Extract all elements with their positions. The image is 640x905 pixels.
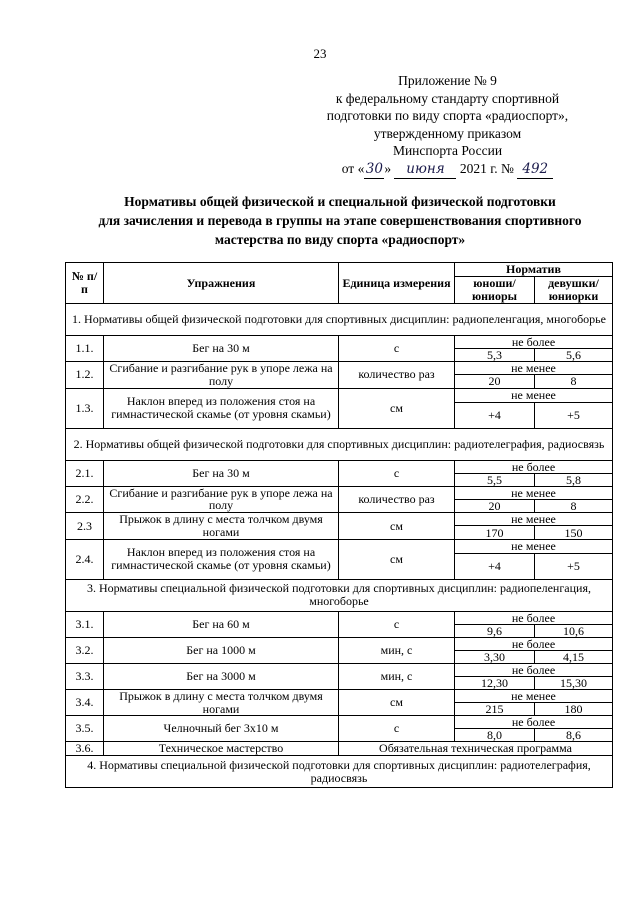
row-boys: 12,30 <box>455 676 535 689</box>
row-girls: 8 <box>535 375 613 388</box>
table-body <box>66 304 613 788</box>
appendix-line-2: подготовки по виду спорта «радиоспорт», <box>326 108 569 123</box>
table-header <box>66 263 613 304</box>
row-boys: 20 <box>455 499 535 512</box>
row-qualifier: не менее <box>455 362 613 375</box>
row-girls: 15,30 <box>535 676 613 689</box>
row-num: 2.4. <box>66 539 104 579</box>
row-boys: 5,5 <box>455 473 535 486</box>
row-girls: +5 <box>535 402 613 428</box>
header-exercise: Упражнения <box>104 263 339 304</box>
row-unit: количество раз <box>339 362 455 389</box>
row-exercise: Сгибание и разгибание рук в упоре лежа на полу <box>104 362 339 389</box>
row-girls: 10,6 <box>535 624 613 637</box>
appendix-block <box>300 72 595 179</box>
row-num: 3.4. <box>66 689 104 716</box>
page-number: 23 <box>313 46 327 61</box>
row-girls: 8 <box>535 499 613 512</box>
document-title <box>40 192 640 249</box>
row-exercise: Бег на 30 м <box>104 460 339 486</box>
header-girls: девушки/ юниорки <box>535 277 613 304</box>
section-title: 4. Нормативы специальной физической подготовки для спортивных дисциплин: радиотелеграфия, радиосвязь <box>66 756 613 788</box>
row-qualifier: не более <box>455 336 613 349</box>
header-boys: юноши/ юниоры <box>455 277 535 304</box>
header-unit: Единица измерения <box>339 263 455 304</box>
row-num: 3.1. <box>66 611 104 637</box>
row-num: 1.2. <box>66 362 104 389</box>
row-unit: см <box>339 689 455 716</box>
title-line-1: Нормативы общей физической и специальной физической подготовки <box>124 194 556 209</box>
title-line-2: для зачисления и перевода в группы на этапе совершенствования спортивного <box>98 213 582 228</box>
section-title: 1. Нормативы общей физической подготовки для спортивных дисциплин: радиопеленгация, многоборье <box>66 304 613 336</box>
date-mid: » <box>384 160 392 176</box>
row-unit: с <box>339 460 455 486</box>
row-num: 2.1. <box>66 460 104 486</box>
header-num: № п/п <box>66 263 104 304</box>
row-exercise: Бег на 3000 м <box>104 663 339 689</box>
row-qualifier: не более <box>455 637 613 650</box>
row-qualifier: не более <box>455 663 613 676</box>
row-girls: 8,6 <box>535 729 613 742</box>
header-norm: Норматив <box>455 263 613 277</box>
row-qualifier: не менее <box>455 689 613 702</box>
row-num: 3.5. <box>66 716 104 742</box>
row-boys: 215 <box>455 703 535 716</box>
row-exercise: Бег на 30 м <box>104 336 339 362</box>
row-exercise: Наклон вперед из положения стоя на гимнастической скамье (от уровня скамьи) <box>104 388 339 428</box>
row-qualifier: не менее <box>455 513 613 526</box>
row-boys: 3,30 <box>455 650 535 663</box>
row-qualifier: не более <box>455 460 613 473</box>
title-line-3: мастерства по виду спорта «радиоспорт» <box>214 232 466 247</box>
row-exercise: Сгибание и разгибание рук в упоре лежа на полу <box>104 486 339 513</box>
row-unit: количество раз <box>339 486 455 513</box>
row-girls: 4,15 <box>535 650 613 663</box>
row-girls: 150 <box>535 526 613 539</box>
row-unit: с <box>339 336 455 362</box>
row-num: 2.2. <box>66 486 104 513</box>
row-boys: +4 <box>455 402 535 428</box>
row-qualifier: не более <box>455 716 613 729</box>
appendix-title: Приложение № 9 <box>398 73 497 88</box>
row-girls: 5,8 <box>535 473 613 486</box>
row-qualifier: не более <box>455 611 613 624</box>
row-unit: см <box>339 539 455 579</box>
row-num: 1.1. <box>66 336 104 362</box>
row-program: Обязательная техническая программа <box>339 742 613 756</box>
section-title: 2. Нормативы общей физической подготовки для спортивных дисциплин: радиотелеграфия, радиосвязь <box>66 428 613 460</box>
section-title: 3. Нормативы специальной физической подготовки для спортивных дисциплин: радиопеленгация, многоборье <box>66 579 613 611</box>
row-exercise: Бег на 1000 м <box>104 637 339 663</box>
row-num: 3.6. <box>66 742 104 756</box>
row-girls: 5,6 <box>535 349 613 362</box>
row-boys: +4 <box>455 553 535 579</box>
row-boys: 170 <box>455 526 535 539</box>
appendix-line-3: утвержденному приказом <box>373 125 522 141</box>
row-girls: +5 <box>535 553 613 579</box>
row-qualifier: не менее <box>455 539 613 553</box>
row-num: 3.3. <box>66 663 104 689</box>
row-boys: 20 <box>455 375 535 388</box>
row-exercise: Бег на 60 м <box>104 611 339 637</box>
date-year: 2021 г. № <box>459 160 514 176</box>
date-month: июня <box>394 161 456 180</box>
date-prefix: от « <box>341 160 365 176</box>
row-exercise: Челночный бег 3x10 м <box>104 716 339 742</box>
row-num: 2.3 <box>66 513 104 540</box>
row-exercise: Прыжок в длину с места толчком двумя ногами <box>104 689 339 716</box>
appendix-date-line <box>300 160 595 180</box>
row-num: 3.2. <box>66 637 104 663</box>
row-boys: 9,6 <box>455 624 535 637</box>
row-exercise: Техническое мастерство <box>104 742 339 756</box>
date-day: 30 <box>364 161 384 180</box>
row-boys: 5,3 <box>455 349 535 362</box>
row-unit: мин, с <box>339 637 455 663</box>
row-num: 1.3. <box>66 388 104 428</box>
row-boys: 8,0 <box>455 729 535 742</box>
row-unit: мин, с <box>339 663 455 689</box>
row-exercise: Наклон вперед из положения стоя на гимнастической скамье (от уровня скамьи) <box>104 539 339 579</box>
order-number: 492 <box>517 161 553 180</box>
row-unit: с <box>339 716 455 742</box>
norms-table <box>65 262 613 788</box>
row-unit: см <box>339 388 455 428</box>
row-qualifier: не менее <box>455 486 613 499</box>
appendix-line-4: Минспорта России <box>392 143 503 158</box>
appendix-line-1: к федеральному стандарту спортивной <box>335 90 560 106</box>
row-girls: 180 <box>535 703 613 716</box>
row-exercise: Прыжок в длину с места толчком двумя ногами <box>104 513 339 540</box>
row-unit: см <box>339 513 455 540</box>
row-qualifier: не менее <box>455 388 613 402</box>
row-unit: с <box>339 611 455 637</box>
